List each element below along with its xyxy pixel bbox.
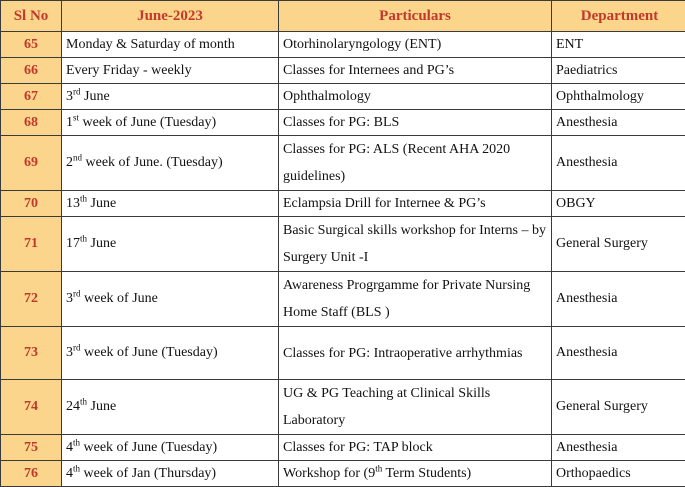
sl-no-cell: 65 xyxy=(1,32,62,58)
date-text: 1 xyxy=(66,115,73,130)
header-month: June-2023 xyxy=(62,1,279,32)
particulars-text-rest: Term Students) xyxy=(382,466,471,481)
table-row xyxy=(1,435,685,461)
date-ordinal: rd xyxy=(73,86,81,96)
date-text: 4 xyxy=(66,440,73,455)
header-row xyxy=(1,1,685,32)
particulars-cell: Classes for PG: Intraoperative arrhythmias xyxy=(279,327,552,380)
sl-no-cell: 75 xyxy=(1,435,62,461)
table-row xyxy=(1,380,685,435)
date-text: Monday & Saturday of month xyxy=(66,37,235,52)
particulars-cell: Classes for Internees and PG’s xyxy=(279,58,552,84)
particulars-ordinal: th xyxy=(375,463,382,473)
department-cell: ENT xyxy=(552,32,685,58)
table-row xyxy=(1,272,685,327)
particulars-cell xyxy=(279,461,552,487)
particulars-cell: Ophthalmology xyxy=(279,84,552,110)
particulars-cell: Awareness Progrgamme for Private Nursing Home Staff (BLS ) xyxy=(279,272,552,327)
sl-no-cell: 70 xyxy=(1,191,62,217)
date-text-rest: June xyxy=(81,89,110,104)
date-cell xyxy=(62,136,279,191)
header-sl-no: Sl No xyxy=(1,1,62,32)
date-cell xyxy=(62,32,279,58)
date-ordinal: rd xyxy=(73,342,81,352)
sl-no-cell: 72 xyxy=(1,272,62,327)
date-text: 3 xyxy=(66,345,73,360)
department-cell: OBGY xyxy=(552,191,685,217)
table-row xyxy=(1,58,685,84)
department-cell: Anesthesia xyxy=(552,327,685,380)
department-cell: Paediatrics xyxy=(552,58,685,84)
date-ordinal: th xyxy=(80,233,87,243)
sl-no-cell: 73 xyxy=(1,327,62,380)
particulars-cell: Classes for PG: ALS (Recent AHA 2020 guidelines) xyxy=(279,136,552,191)
date-ordinal: th xyxy=(73,437,80,447)
header-department: Department xyxy=(552,1,685,32)
department-cell: Ophthalmology xyxy=(552,84,685,110)
department-cell: Orthopaedics xyxy=(552,461,685,487)
department-cell: General Surgery xyxy=(552,380,685,435)
sl-no-cell: 71 xyxy=(1,217,62,272)
table-row xyxy=(1,327,685,380)
date-cell xyxy=(62,84,279,110)
date-text-rest: June xyxy=(87,196,116,211)
date-text-rest: week of Jan (Thursday) xyxy=(80,466,216,481)
date-text: 17 xyxy=(66,236,80,251)
date-cell xyxy=(62,110,279,136)
sl-no-cell: 67 xyxy=(1,84,62,110)
date-text: 4 xyxy=(66,466,73,481)
sl-no-cell: 69 xyxy=(1,136,62,191)
date-cell xyxy=(62,217,279,272)
header-particulars: Particulars xyxy=(279,1,552,32)
department-cell: Anesthesia xyxy=(552,136,685,191)
date-cell xyxy=(62,327,279,380)
date-text: 24 xyxy=(66,399,80,414)
table-row xyxy=(1,191,685,217)
date-text: 3 xyxy=(66,291,73,306)
particulars-cell: Otorhinolaryngology (ENT) xyxy=(279,32,552,58)
table-row xyxy=(1,84,685,110)
date-cell xyxy=(62,435,279,461)
date-ordinal: th xyxy=(73,463,80,473)
department-cell: Anesthesia xyxy=(552,435,685,461)
date-cell xyxy=(62,272,279,327)
sl-no-cell: 68 xyxy=(1,110,62,136)
date-cell xyxy=(62,380,279,435)
date-text: 3 xyxy=(66,89,73,104)
sl-no-cell: 74 xyxy=(1,380,62,435)
particulars-cell: Eclampsia Drill for Internee & PG’s xyxy=(279,191,552,217)
table-row xyxy=(1,217,685,272)
date-text-rest: week of June xyxy=(81,291,158,306)
date-text-rest: week of June (Tuesday) xyxy=(79,115,216,130)
date-ordinal: nd xyxy=(73,152,82,162)
date-text-rest: June xyxy=(87,399,116,414)
table-row xyxy=(1,136,685,191)
table-row xyxy=(1,461,685,487)
date-cell xyxy=(62,191,279,217)
date-cell xyxy=(62,58,279,84)
sl-no-cell: 66 xyxy=(1,58,62,84)
particulars-cell: Basic Surgical skills workshop for Interns – by Surgery Unit -I xyxy=(279,217,552,272)
date-text-rest: week of June (Tuesday) xyxy=(80,440,217,455)
date-ordinal: st xyxy=(73,112,79,122)
department-cell: Anesthesia xyxy=(552,110,685,136)
date-text: Every Friday - weekly xyxy=(66,63,192,78)
date-text-rest: June xyxy=(87,236,116,251)
department-cell: General Surgery xyxy=(552,217,685,272)
date-ordinal: th xyxy=(80,396,87,406)
date-text-rest: week of June (Tuesday) xyxy=(81,345,218,360)
date-ordinal: rd xyxy=(73,288,81,298)
date-text: 2 xyxy=(66,155,73,170)
sl-no-cell: 76 xyxy=(1,461,62,487)
table-row xyxy=(1,32,685,58)
date-ordinal: th xyxy=(80,193,87,203)
date-text-rest: week of June. (Tuesday) xyxy=(82,155,223,170)
date-text: 13 xyxy=(66,196,80,211)
particulars-text: Workshop for (9 xyxy=(283,466,375,481)
particulars-cell: Classes for PG: BLS xyxy=(279,110,552,136)
particulars-cell: Classes for PG: TAP block xyxy=(279,435,552,461)
date-cell xyxy=(62,461,279,487)
table-row xyxy=(1,110,685,136)
particulars-cell: UG & PG Teaching at Clinical Skills Laboratory xyxy=(279,380,552,435)
department-cell: Anesthesia xyxy=(552,272,685,327)
